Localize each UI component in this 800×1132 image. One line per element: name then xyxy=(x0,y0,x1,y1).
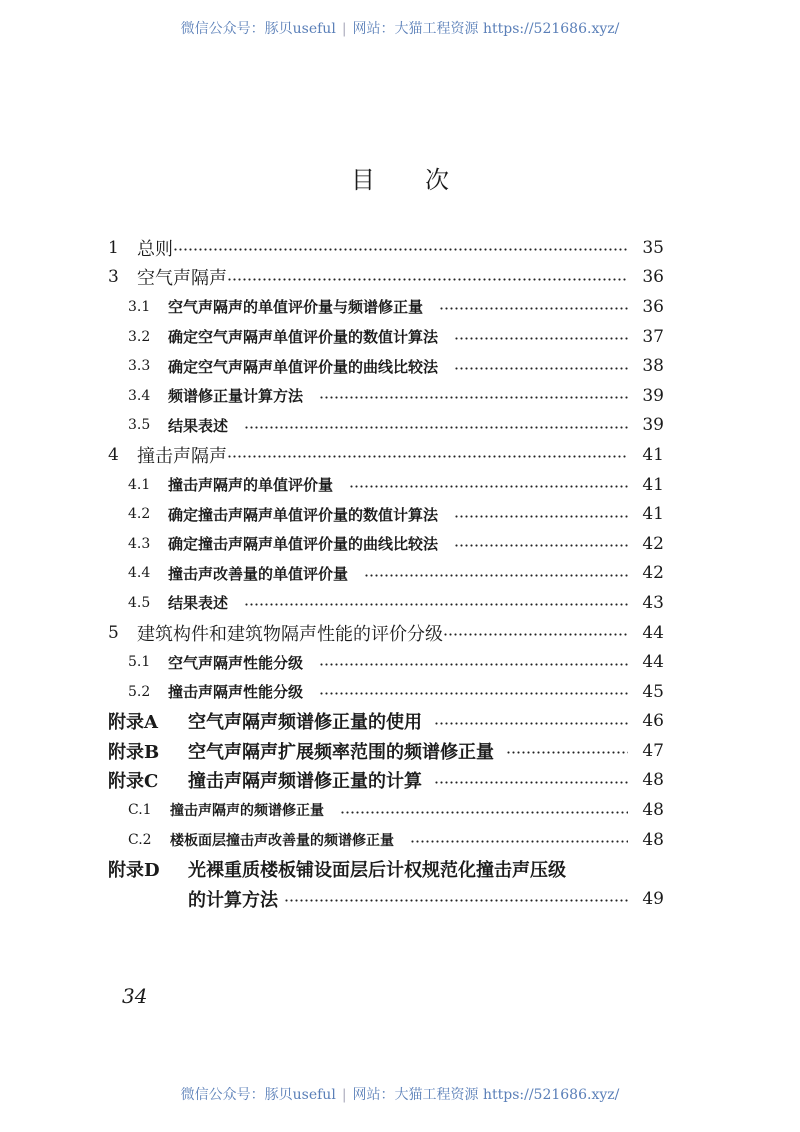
toc-entry-number: 4.1 xyxy=(128,476,151,493)
toc-entry-number: 3.3 xyxy=(128,358,151,375)
page-number: 34 xyxy=(122,984,148,1008)
toc-entry[interactable] xyxy=(0,263,800,293)
toc-entry-title-cont: 的计算方法 xyxy=(188,889,278,911)
toc-entry[interactable] xyxy=(0,529,800,559)
toc-entry-title: 确定撞击声隔声单值评价量的曲线比较法 xyxy=(168,535,439,554)
toc-entry-number: 5.1 xyxy=(128,654,151,671)
toc-entry-page: 45 xyxy=(642,681,664,702)
toc-entry-title: 空气声隔声性能分级 xyxy=(168,653,304,672)
toc-entry[interactable] xyxy=(0,559,800,589)
toc-entry-number: 4.5 xyxy=(128,594,151,611)
table-of-contents xyxy=(0,233,800,914)
toc-entry-page: 35 xyxy=(642,237,664,258)
toc-entry-number: 5 xyxy=(108,622,119,643)
toc-entry-number: 3.2 xyxy=(128,328,151,345)
toc-entry-page: 48 xyxy=(642,829,664,850)
toc-entry[interactable] xyxy=(0,233,800,263)
toc-entry-page: 41 xyxy=(642,504,664,525)
toc-entry[interactable] xyxy=(0,677,800,707)
toc-entry-page: 39 xyxy=(642,415,664,436)
toc-entry-number: 4.3 xyxy=(128,535,151,552)
toc-entry[interactable] xyxy=(0,618,800,648)
toc-entry-page: 42 xyxy=(642,533,664,554)
watermark-wechat: 微信公众号：豚贝useful xyxy=(180,21,336,37)
toc-entry[interactable] xyxy=(0,411,800,441)
dot-leader xyxy=(506,751,628,754)
dot-leader xyxy=(173,248,628,251)
dot-leader xyxy=(454,367,628,370)
toc-entry-page: 41 xyxy=(642,444,664,465)
toc-entry-number: 4.4 xyxy=(128,565,151,582)
toc-entry-title: 结果表述 xyxy=(168,594,229,613)
dot-leader xyxy=(434,781,628,784)
watermark-website: 网站：大猫工程资源 https://521686.xyz/ xyxy=(352,21,620,37)
toc-entry-number: 5.2 xyxy=(128,683,151,700)
toc-entry[interactable] xyxy=(0,588,800,618)
dot-leader xyxy=(319,663,628,666)
toc-entry-title: 确定撞击声隔声单值评价量的数值计算法 xyxy=(168,505,439,524)
toc-entry-page: 48 xyxy=(642,800,664,821)
toc-entry-title: 确定空气声隔声单值评价量的数值计算法 xyxy=(168,328,439,347)
toc-entry[interactable] xyxy=(0,736,800,766)
toc-entry[interactable] xyxy=(0,766,800,796)
toc-entry-page: 36 xyxy=(642,296,664,317)
toc-entry-title: 空气声隔声的单值评价量与频谱修正量 xyxy=(168,298,424,317)
toc-entry-title: 确定空气声隔声单值评价量的曲线比较法 xyxy=(168,357,439,376)
toc-entry-title: 频谱修正量计算方法 xyxy=(168,387,304,406)
toc-entry-number: 4.2 xyxy=(128,506,151,523)
toc-entry-title: 空气声隔声 xyxy=(137,268,227,290)
toc-entry-number: 3 xyxy=(108,267,119,288)
toc-entry[interactable] xyxy=(0,381,800,411)
toc-entry-title: 撞击声隔声的频谱修正量 xyxy=(170,803,324,820)
toc-entry-number: 3.5 xyxy=(128,417,151,434)
toc-entry-number: 附录A xyxy=(108,712,158,734)
watermark-website: 网站：大猫工程资源 https://521686.xyz/ xyxy=(352,1087,620,1103)
toc-entry-continuation[interactable] xyxy=(0,884,800,914)
dot-leader xyxy=(454,544,628,547)
toc-entry[interactable] xyxy=(0,292,800,322)
dot-leader xyxy=(227,455,628,458)
toc-entry-title: 空气声隔声扩展频率范围的频谱修正量 xyxy=(188,741,494,763)
toc-entry-number: 4 xyxy=(108,444,119,465)
dot-leader xyxy=(443,633,628,636)
toc-entry-title: 结果表述 xyxy=(168,416,229,435)
toc-entry-number: C.1 xyxy=(128,802,152,819)
toc-entry[interactable] xyxy=(0,854,800,884)
dot-leader xyxy=(364,574,628,577)
toc-entry-title: 撞击声隔声 xyxy=(137,445,227,467)
toc-entry-page: 36 xyxy=(642,267,664,288)
dot-leader xyxy=(434,722,628,725)
toc-entry-page: 44 xyxy=(642,652,664,673)
toc-entry-page: 43 xyxy=(642,592,664,613)
toc-entry-number: 附录D xyxy=(108,860,160,882)
toc-entry-number: 附录C xyxy=(108,771,159,793)
dot-leader xyxy=(349,485,628,488)
toc-entry-number: 附录B xyxy=(108,741,160,763)
toc-entry-page: 41 xyxy=(642,474,664,495)
toc-entry-title: 撞击声改善量的单值评价量 xyxy=(168,564,349,583)
toc-entry-number: C.2 xyxy=(128,831,152,848)
dot-leader xyxy=(340,811,628,814)
dot-leader xyxy=(284,899,628,902)
toc-entry[interactable] xyxy=(0,647,800,677)
toc-entry-number: 3.1 xyxy=(128,298,151,315)
dot-leader xyxy=(439,307,628,310)
dot-leader xyxy=(244,603,628,606)
toc-entry-page: 46 xyxy=(642,711,664,732)
watermark-separator: | xyxy=(341,21,347,37)
dot-leader xyxy=(244,426,628,429)
watermark-top xyxy=(0,18,800,38)
dot-leader xyxy=(319,396,628,399)
watermark-separator: | xyxy=(341,1087,347,1103)
toc-entry[interactable] xyxy=(0,707,800,737)
toc-entry-title: 空气声隔声频谱修正量的使用 xyxy=(188,712,422,734)
toc-entry-page: 39 xyxy=(642,385,664,406)
toc-entry-title: 楼板面层撞击声改善量的频谱修正量 xyxy=(170,832,394,849)
toc-entry-number: 3.4 xyxy=(128,387,151,404)
toc-entry-page: 38 xyxy=(642,356,664,377)
toc-entry[interactable] xyxy=(0,825,800,855)
toc-entry-page: 42 xyxy=(642,563,664,584)
dot-leader xyxy=(319,692,628,695)
toc-entry[interactable] xyxy=(0,351,800,381)
toc-entry-title: 撞击声隔声频谱修正量的计算 xyxy=(188,771,422,793)
toc-entry[interactable] xyxy=(0,499,800,529)
toc-entry-title: 撞击声隔声的单值评价量 xyxy=(168,476,334,495)
toc-entry[interactable] xyxy=(0,470,800,500)
toc-entry-title: 撞击声隔声性能分级 xyxy=(168,683,304,702)
page-title: 目次 xyxy=(351,166,499,194)
watermark-wechat: 微信公众号：豚贝useful xyxy=(180,1087,336,1103)
toc-entry-title: 建筑构件和建筑物隔声性能的评价分级 xyxy=(137,623,443,645)
toc-entry[interactable] xyxy=(0,440,800,470)
toc-entry-title: 总则 xyxy=(137,238,173,260)
toc-entry[interactable] xyxy=(0,795,800,825)
toc-entry-page: 47 xyxy=(642,740,664,761)
toc-entry-page: 48 xyxy=(642,770,664,791)
watermark-bottom xyxy=(0,1084,800,1104)
toc-entry[interactable] xyxy=(0,322,800,352)
dot-leader xyxy=(454,337,628,340)
toc-entry-number: 1 xyxy=(108,237,119,258)
toc-entry-title: 光裸重质楼板铺设面层后计权规范化撞击声压级 xyxy=(188,860,566,882)
dot-leader xyxy=(227,278,628,281)
toc-entry-page: 49 xyxy=(642,888,664,909)
dot-leader xyxy=(410,840,628,843)
toc-entry-page: 44 xyxy=(642,622,664,643)
toc-entry-page: 37 xyxy=(642,326,664,347)
dot-leader xyxy=(454,515,628,518)
